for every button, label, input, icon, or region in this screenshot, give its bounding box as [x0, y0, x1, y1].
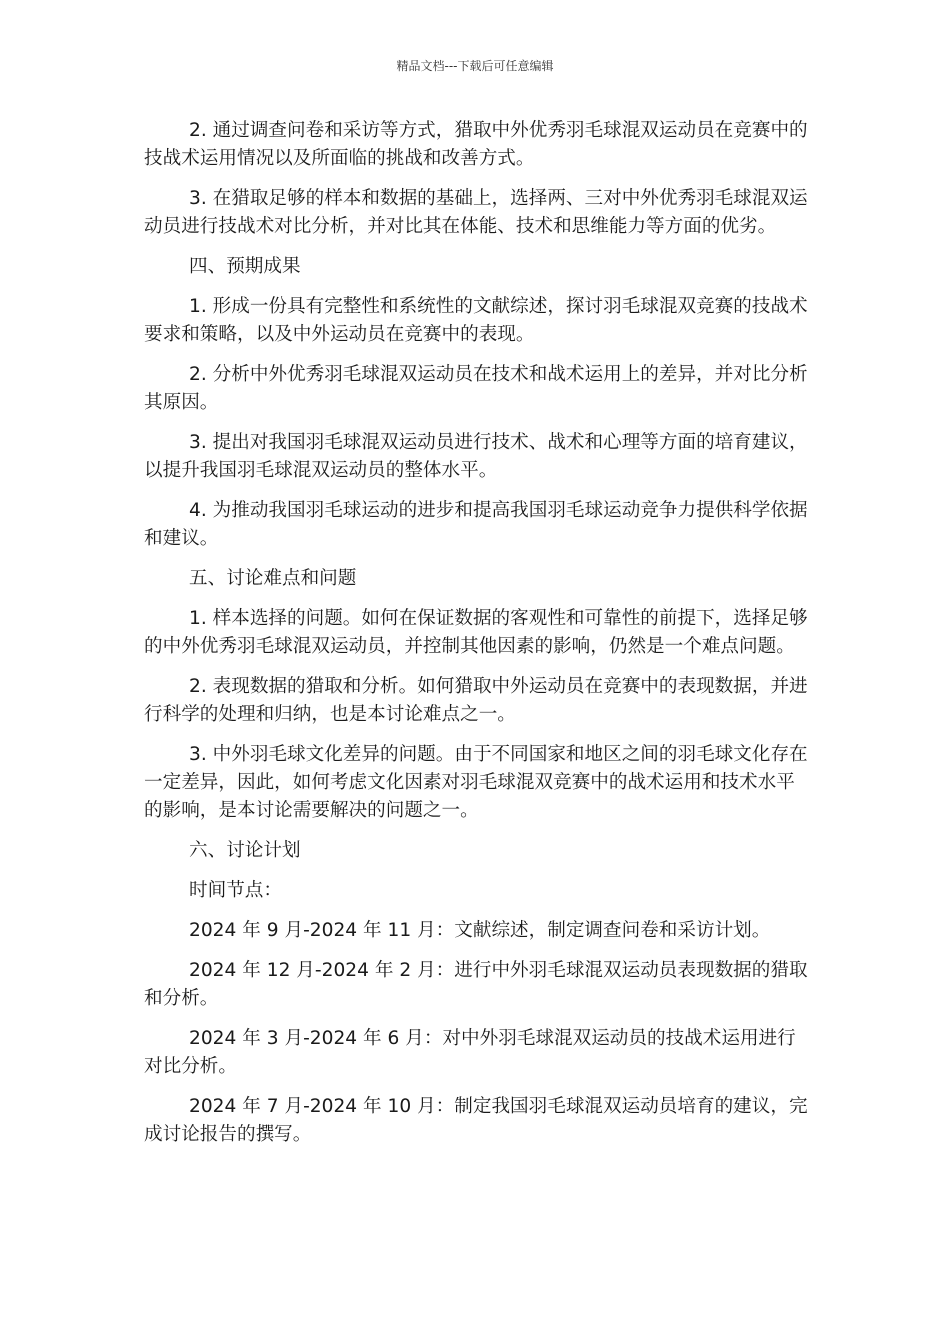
- paragraph-difficulty-1: 1. 样本选择的问题。如何在保证数据的客观性和可靠性的前提下，选择足够的中外优秀羽毛球混双运动员，并控制其他因素的影响，仍然是一个难点问题。: [144, 608, 808, 657]
- paragraph-expected-result-3: 3. 提出对我国羽毛球混双运动员进行技术、战术和心理等方面的培育建议，以提升我国羽毛球混双运动员的整体水平。: [144, 432, 808, 481]
- timeline-label: 时间节点：: [189, 880, 282, 901]
- section-heading-difficulties: 五、讨论难点和问题: [189, 568, 357, 589]
- paragraph-expected-result-1: 1. 形成一份具有完整性和系统性的文献综述，探讨羽毛球混双竞赛的技战术要求和策略，以及中外运动员在竞赛中的表现。: [144, 296, 808, 345]
- paragraph-difficulty-3: 3. 中外羽毛球文化差异的问题。由于不同国家和地区之间的羽毛球文化存在一定差异，因此，如何考虑文化因素对羽毛球混双竞赛中的战术运用和技术水平的影响，是本讨论需要解决的问题之一。: [144, 744, 808, 821]
- section-heading-expected-results: 四、预期成果: [189, 256, 301, 277]
- timeline-item-3: 2024 年 3 月-2024 年 6 月：对中外羽毛球混双运动员的技战术运用进行对比分析。: [144, 1028, 796, 1077]
- paragraph-expected-result-2: 2. 分析中外优秀羽毛球混双运动员在技术和战术运用上的差异，并对比分析其原因。: [144, 364, 808, 413]
- paragraph-expected-result-4: 4. 为推动我国羽毛球运动的进步和提高我国羽毛球运动竞争力提供科学依据和建议。: [144, 500, 808, 549]
- timeline-item-4: 2024 年 7 月-2024 年 10 月：制定我国羽毛球混双运动员培育的建议，完成讨论报告的撰写。: [144, 1096, 808, 1145]
- document-body: [144, 117, 809, 1161]
- paragraph-difficulty-2: 2. 表现数据的猎取和分析。如何猎取中外运动员在竞赛中的表现数据，并进行科学的处理和归纳，也是本讨论难点之一。: [144, 676, 808, 725]
- timeline-item-2: 2024 年 12 月-2024 年 2 月：进行中外羽毛球混双运动员表现数据的猎取和分析。: [144, 960, 808, 1009]
- paragraph-research-method-2: 2. 通过调查问卷和采访等方式，猎取中外优秀羽毛球混双运动员在竞赛中的技战术运用情况以及所面临的挑战和改善方式。: [144, 120, 808, 169]
- section-heading-plan: 六、讨论计划: [189, 840, 301, 861]
- page-header: 精品文档---下载后可任意编辑: [396, 59, 554, 73]
- paragraph-research-method-3: 3. 在猎取足够的样本和数据的基础上，选择两、三对中外优秀羽毛球混双运动员进行技战术对比分析，并对比其在体能、技术和思维能力等方面的优劣。: [144, 188, 808, 237]
- timeline-item-1: 2024 年 9 月-2024 年 11 月：文献综述，制定调查问卷和采访计划。: [189, 920, 771, 941]
